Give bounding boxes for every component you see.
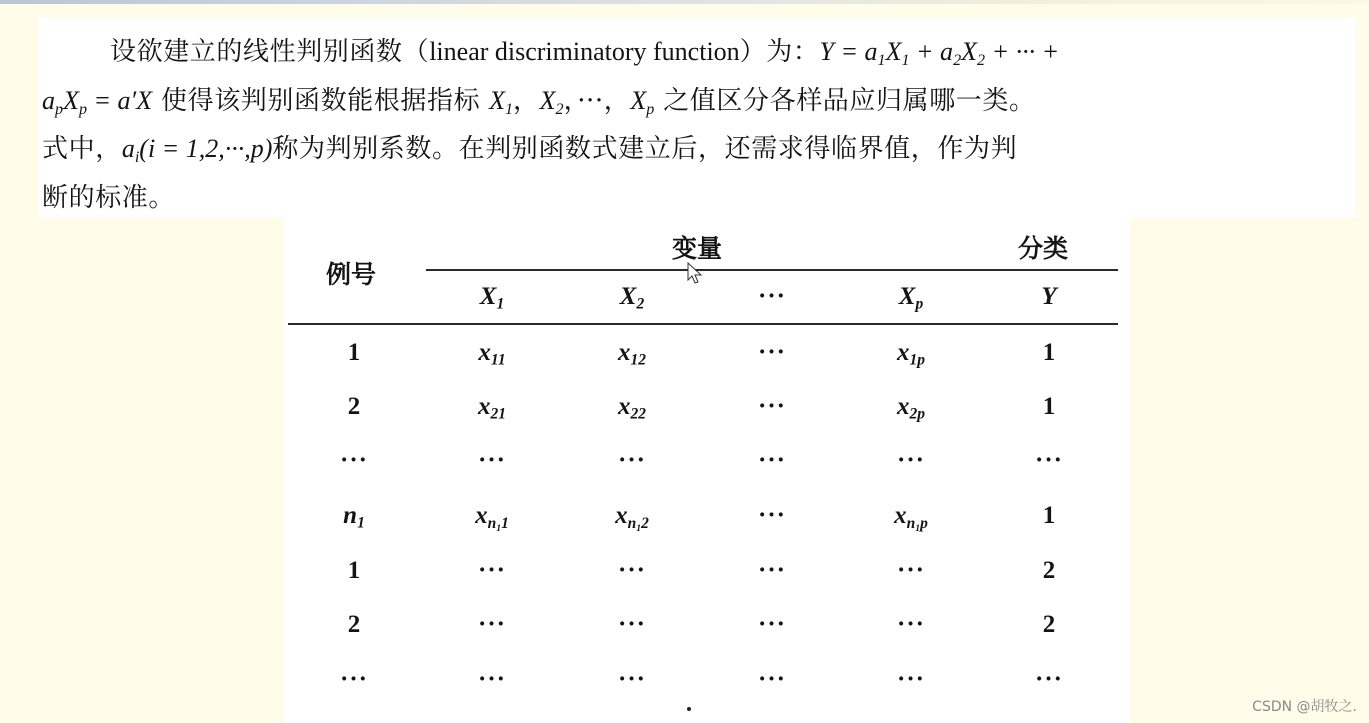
- cell-class: 2: [1042, 611, 1056, 638]
- cell-ellipsis: ···: [757, 502, 786, 529]
- row-id: ···: [339, 447, 368, 474]
- formula-part-2: $a_pX_p = a'X$: [42, 85, 153, 118]
- cell-x2p: $x_{2p}$: [897, 393, 925, 423]
- paragraph-panel: [38, 18, 1355, 218]
- cell-x22: $x_{22}$: [618, 393, 646, 423]
- cell-ellipsis: ···: [757, 611, 786, 638]
- cell-x11: $x_{11}$: [478, 339, 506, 369]
- stray-dot: [687, 707, 691, 711]
- cell-x1p: $x_{1p}$: [897, 339, 925, 369]
- col-header-xp: $X_p$: [898, 283, 924, 313]
- cell-x12: $x_{12}$: [618, 339, 646, 369]
- paragraph-line-4: 断的标准。: [42, 182, 176, 213]
- cell-ellipsis: ···: [896, 557, 925, 584]
- cell-ellipsis: ···: [896, 447, 925, 474]
- cell-xn1p: $x_{n_1p}$: [894, 502, 928, 534]
- cell-x21: $x_{21}$: [478, 393, 506, 423]
- cell-class: ···: [1034, 447, 1063, 474]
- top-border: [0, 0, 1369, 4]
- col-header-x2: $X_2$: [619, 283, 645, 313]
- header-case-number: 例号: [326, 260, 377, 289]
- paragraph: [42, 28, 1352, 222]
- header-class: 分类: [1018, 234, 1069, 263]
- cell-ellipsis: ···: [757, 339, 786, 366]
- cell-ellipsis: ···: [617, 611, 646, 638]
- cell-ellipsis: ···: [617, 447, 646, 474]
- cell-ellipsis: ···: [757, 557, 786, 584]
- coefficient-formula: $a_i(i = 1,2,\cdot\cdot\cdot,p)$: [121, 134, 273, 166]
- col-header-y: Y: [1041, 283, 1057, 310]
- cell-ellipsis: ···: [896, 611, 925, 638]
- cell-ellipsis: ···: [896, 666, 925, 693]
- row-id: 2: [347, 393, 361, 420]
- formula-part-1: $Y = a_1X_1 + a_2X_2$ + ··· +: [819, 37, 1060, 69]
- cell-class: 1: [1042, 393, 1056, 420]
- row-id: 2: [347, 611, 361, 638]
- cell-ellipsis: ···: [757, 393, 786, 420]
- cell-ellipsis: ···: [757, 666, 786, 693]
- row-id: 1: [347, 557, 361, 584]
- cell-xn11: $x_{n_11}$: [475, 502, 509, 534]
- watermark: CSDN @胡牧之.: [1252, 699, 1357, 715]
- cell-ellipsis: ···: [757, 447, 786, 474]
- cell-ellipsis: ···: [617, 666, 646, 693]
- header-divider: [426, 269, 1118, 271]
- cell-ellipsis: ···: [477, 666, 506, 693]
- header-variables: 变量: [672, 234, 723, 263]
- cell-ellipsis: ···: [477, 557, 506, 584]
- cell-ellipsis: ···: [477, 447, 506, 474]
- row-id: 1: [347, 339, 361, 366]
- column-header-divider: [288, 323, 1118, 325]
- paragraph-line-3: 式中，$a_i(i = 1,2,\cdot\cdot\cdot,p)$称为判别系数。在判别函数式建立后，还需求得临界值，作为判: [42, 134, 1018, 166]
- indicator-vars: $X_1$: [489, 85, 514, 118]
- cell-class: 1: [1042, 502, 1056, 529]
- cell-class: ···: [1034, 666, 1063, 693]
- latin-term: linear discriminatory function: [429, 37, 740, 66]
- cell-xn12: $x_{n_12}$: [615, 502, 649, 534]
- row-id: ···: [339, 666, 368, 693]
- col-header-ellipsis: ···: [757, 283, 786, 310]
- mouse-pointer-icon: [687, 262, 703, 286]
- paragraph-line-1: 设欲建立的线性判别函数（linear discriminatory function）为：$Y = a_1X_1 + a_2X_2$ + ··· +: [110, 37, 1060, 69]
- data-table: [284, 215, 1130, 723]
- cell-class: 2: [1042, 557, 1056, 584]
- cell-ellipsis: ···: [617, 557, 646, 584]
- col-header-x1: $X_1$: [479, 283, 505, 313]
- cell-ellipsis: ···: [477, 611, 506, 638]
- row-id-n1: $n_1$: [343, 502, 365, 532]
- paragraph-line-2: $a_pX_p = a'X$ 使得该判别函数能根据指标 $X_1$，$X_2$，···，$X_p$ 之值区分各样品应归属哪一类。: [42, 85, 1036, 118]
- cell-class: 1: [1042, 339, 1056, 366]
